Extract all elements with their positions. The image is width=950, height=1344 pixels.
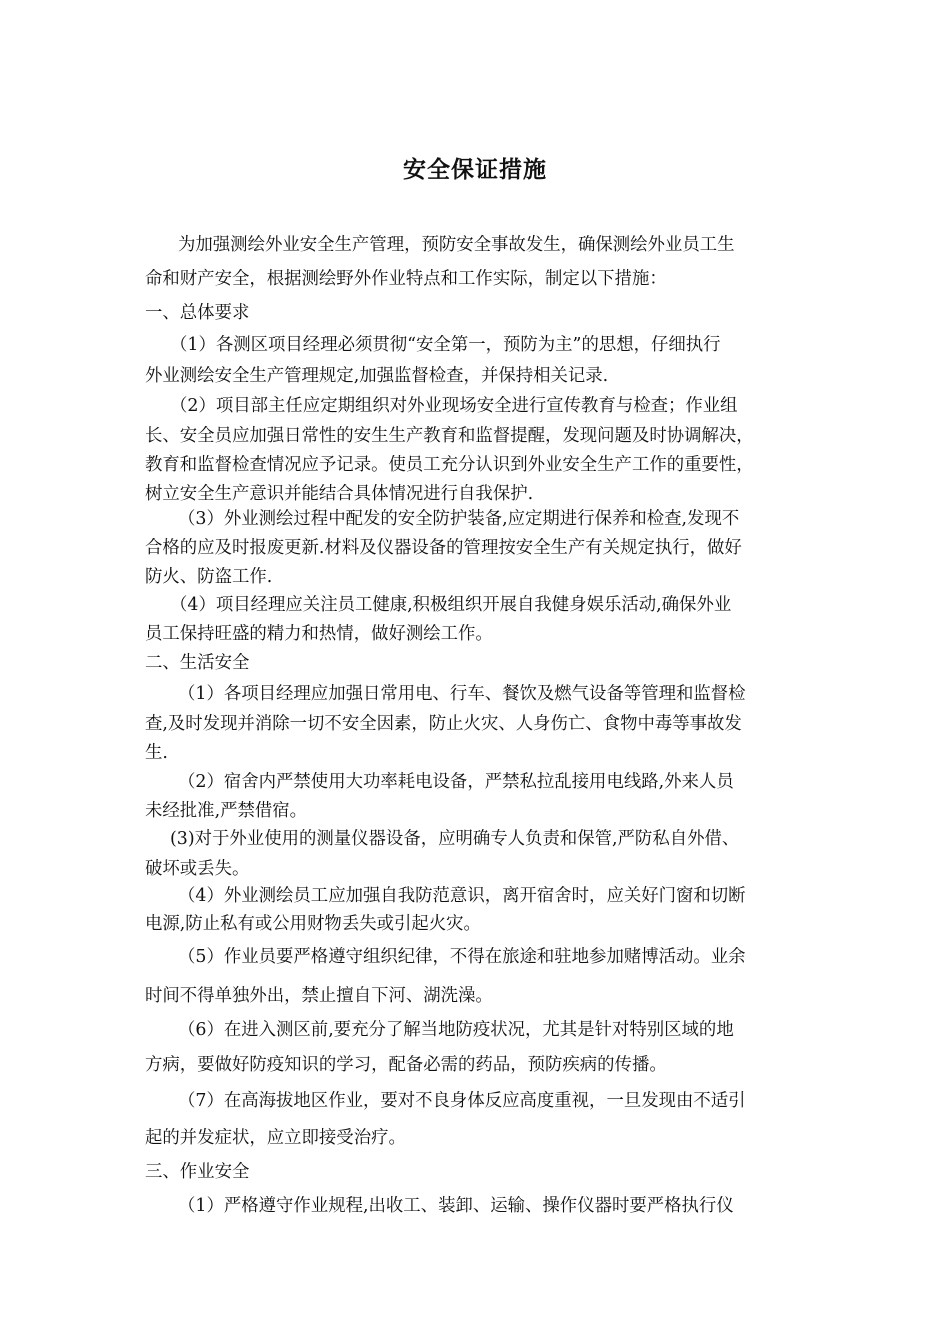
s1-p4-line-1: （4）项目经理应关注员工健康,积极组织开展自我健身娱乐活动,确保外业 <box>170 595 732 615</box>
intro-line-2: 命和财产安全，根据测绘野外作业特点和工作实际，制定以下措施： <box>145 269 667 289</box>
s1-p3-line-2: 合格的应及时报废更新.材料及仪器设备的管理按安全生产有关规定执行，做好 <box>145 538 742 558</box>
s2-p4-line-1: （4）外业测绘员工应加强自我防范意识，离开宿舍时，应关好门窗和切断 <box>178 886 746 906</box>
document-title: 安全保证措施 <box>403 156 547 183</box>
section-heading-general: 一、总体要求 <box>145 303 250 323</box>
s2-p2-line-2: 未经批准,严禁借宿。 <box>145 801 308 821</box>
s1-p2-line-4: 树立安全生产意识并能结合具体情况进行自我保护. <box>145 484 534 504</box>
s2-p1-line-1: （1）各项目经理应加强日常用电、行车、餐饮及燃气设备等管理和监督检 <box>178 684 746 704</box>
s2-p4-line-2: 电源,防止私有或公用财物丢失或引起火灾。 <box>145 914 481 934</box>
s1-p3-line-3: 防火、防盗工作. <box>145 567 273 587</box>
s1-p2-line-2: 长、安全员应加强日常性的安生生产教育和监督提醒，发现问题及时协调解决， <box>145 426 754 446</box>
section-heading-living: 二、生活安全 <box>145 653 250 673</box>
s2-p1-line-3: 生. <box>145 743 168 763</box>
s2-p1-line-2: 查,及时发现并消除一切不安全因素，防止火灾、人身伤亡、食物中毒等事故发 <box>145 714 742 734</box>
s2-p3-line-2: 破坏或丢失。 <box>145 859 250 879</box>
s2-p5-line-2: 时间不得单独外出，禁止擅自下河、湖洗澡。 <box>145 986 493 1006</box>
s3-p1-line-1: （1）严格遵守作业规程,出收工、装卸、运输、操作仪器时要严格执行仪 <box>178 1196 734 1216</box>
s2-p6-line-2: 方病，要做好防疫知识的学习，配备必需的药品，预防疾病的传播。 <box>145 1055 667 1075</box>
s1-p1-line-2: 外业测绘安全生产管理规定,加强监督检查，并保持相关记录. <box>145 366 609 386</box>
s1-p2-line-3: 教育和监督检查情况应予记录。使员工充分认识到外业安全生产工作的重要性， <box>145 455 754 475</box>
intro-line-1: 为加强测绘外业安全生产管理，预防安全事故发生，确保测绘外业员工生 <box>178 235 735 255</box>
s1-p1-line-1: （1）各测区项目经理必须贯彻“安全第一，预防为主”的思想，仔细执行 <box>170 335 721 355</box>
s2-p2-line-1: （2）宿舍内严禁使用大功率耗电设备，严禁私拉乱接用电线路,外来人员 <box>178 772 734 792</box>
s1-p3-line-1: （3）外业测绘过程中配发的安全防护装备,应定期进行保养和检查,发现不 <box>178 509 740 529</box>
s2-p3-line-1: (3)对于外业使用的测量仪器设备，应明确专人负责和保管,严防私自外借、 <box>170 829 740 849</box>
s1-p2-line-1: （2）项目部主任应定期组织对外业现场安全进行宣传教育与检查；作业组 <box>170 396 738 416</box>
s2-p7-line-1: （7）在高海拔地区作业，要对不良身体反应高度重视，一旦发现由不适引 <box>178 1091 746 1111</box>
section-heading-work: 三、作业安全 <box>145 1162 250 1182</box>
s2-p7-line-2: 起的并发症状，应立即接受治疗。 <box>145 1128 406 1148</box>
s1-p4-line-2: 员工保持旺盛的精力和热情，做好测绘工作。 <box>145 624 493 644</box>
s2-p6-line-1: （6）在进入测区前,要充分了解当地防疫状况，尤其是针对特别区域的地 <box>178 1020 734 1040</box>
s2-p5-line-1: （5）作业员要严格遵守组织纪律，不得在旅途和驻地参加赌博活动。业余 <box>178 947 746 967</box>
